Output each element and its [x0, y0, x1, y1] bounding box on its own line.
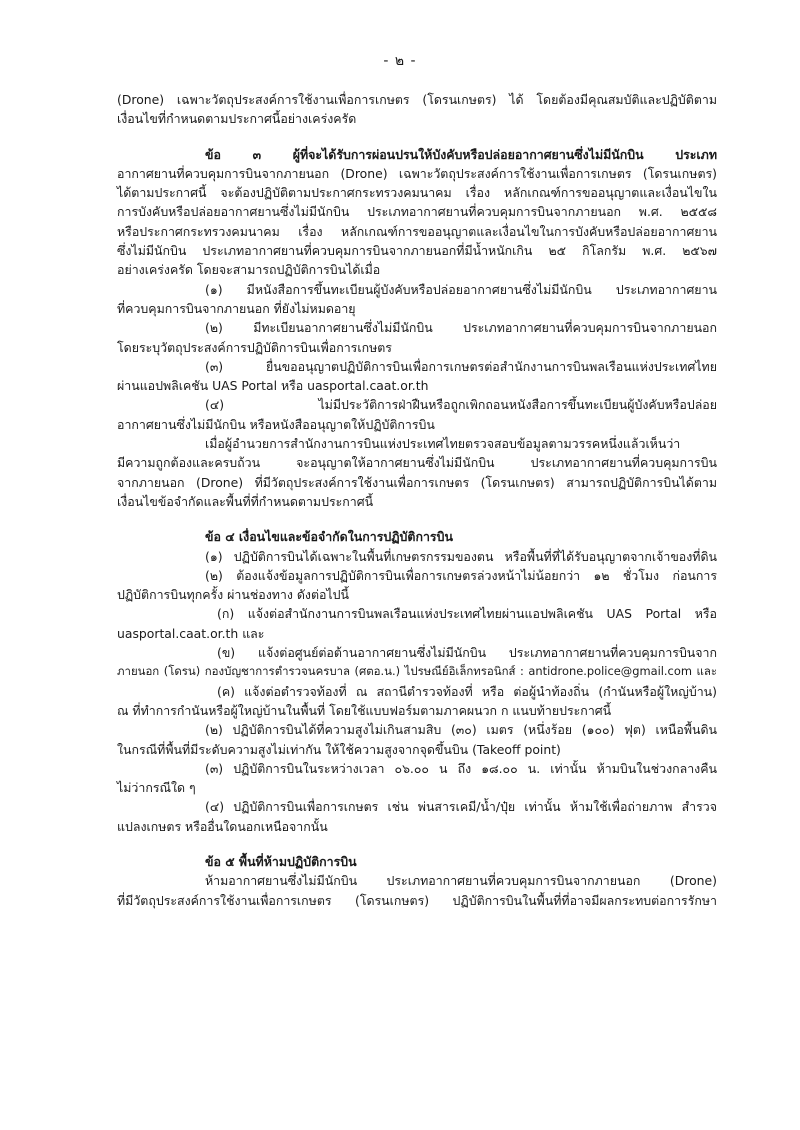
section-heading: ข้อ ๓ ผู้ที่จะได้รับการผ่อนปรนให้บังคับหรือปล่อยอากาศยานซึ่งไม่มีนักบิน ประเภท	[205, 146, 717, 162]
text-line: (๒) ต้องแจ้งข้อมูลการปฏิบัติการบินเพื่อการเกษตรล่วงหน้าไม่น้อยกว่า ๑๒ ชั่วโมง ก่อนการ	[205, 567, 717, 583]
text-line: (ข) แจ้งต่อศูนย์ต่อต้านอากาศยานซึ่งไม่มีนักบิน ประเภทอากาศยานที่ควบคุมการบินจาก	[217, 645, 717, 661]
text-line: ภายนอก (โดรน) กองบัญชาการตำรวจนครบาล (ศตอ.น.) ไปรษณีย์อิเล็กทรอนิกส์ : antidrone.police@gmail.com และ	[117, 664, 717, 679]
text-line: (๔) ปฏิบัติการบินเพื่อการเกษตร เช่น พ่นสารเคมี/น้ำ/ปุ๋ย เท่านั้น ห้ามใช้เพื่อถ่ายภาพ สำรวจ	[205, 799, 717, 815]
text-line: การบังคับหรือปล่อยอากาศยานซึ่งไม่มีนักบิน ประเภทอากาศยานที่ควบคุมการบินจากภายนอก พ.ศ. ๒๕๕๘	[117, 204, 717, 220]
text-line: (๑) มีหนังสือการขึ้นทะเบียนผู้บังคับหรือปล่อยอากาศยานซึ่งไม่มีนักบิน ประเภทอากาศยาน	[205, 281, 717, 297]
text-line: ซึ่งไม่มีนักบิน ประเภทอากาศยานที่ควบคุมการบินจากภายนอกที่มีน้ำหนักเกิน ๒๕ กิโลกรัม พ.ศ. ๒๕๖๗	[117, 243, 717, 259]
text-line: อย่างเคร่งครัด โดยจะสามารถปฏิบัติการบินได้เมื่อ	[117, 262, 381, 278]
text-line: เงื่อนไขข้อจำกัดและพื้นที่ที่กำหนดตามประกาศนี้	[117, 493, 374, 509]
text-line: (๓) ยื่นขออนุญาตปฏิบัติการบินเพื่อการเกษตรต่อสำนักงานการบินพลเรือนแห่งประเทศไทย	[205, 358, 717, 374]
paragraph-gap	[117, 836, 717, 852]
section-heading: ข้อ ๕ พื้นที่ห้ามปฏิบัติการบิน	[205, 853, 357, 869]
page-number: - ๒ -	[383, 53, 417, 69]
text-line: (๒) ปฏิบัติการบินได้ที่ความสูงไม่เกินสามสิบ (๓๐) เมตร (หนึ่งร้อย (๑๐๐) ฟุต) เหนือพื้นดิน	[205, 722, 717, 738]
text-line: ห้ามอากาศยานซึ่งไม่มีนักบิน ประเภทอากาศยานที่ควบคุมการบินจากภายนอก (Drone)	[205, 873, 717, 889]
text-line: ณ ที่ทำการกำนันหรือผู้ใหญ่บ้านในพื้นที่ โดยใช้แบบฟอร์มตามภาคผนวก ก แนบท้ายประกาศนี้	[117, 702, 612, 718]
text-line: จากภายนอก (Drone) ที่มีวัตถุประสงค์การใช้งานเพื่อการเกษตร (โดรนเกษตร) สามารถปฏิบัติการบินได้ตาม	[117, 474, 717, 490]
text-line: มีความถูกต้องและครบถ้วน จะอนุญาตให้อากาศยานซึ่งไม่มีนักบิน ประเภทอากาศยานที่ควบคุมการบิน	[117, 455, 717, 471]
text-line: เมื่อผู้อำนวยการสำนักงานการบินแห่งประเทศไทยตรวจสอบข้อมูลตามวรรคหนึ่งแล้วเห็นว่า	[205, 436, 681, 452]
text-line: (Drone) เฉพาะวัตถุประสงค์การใช้งานเพื่อการเกษตร (โดรนเกษตร) ได้ โดยต้องมีคุณสมบัติและปฏิบัติตาม	[117, 92, 717, 107]
text-line: อากาศยานซึ่งไม่มีนักบิน หรือหนังสืออนุญาตให้ปฏิบัติการบิน	[117, 416, 435, 432]
text-line: ได้ตามประกาศนี้ จะต้องปฏิบัติตามประกาศกระทรวงคมนาคม เรื่อง หลักเกณฑ์การขออนุญาตและเงื่อนไขใน	[117, 185, 717, 201]
text-line: ไม่ว่ากรณีใด ๆ	[117, 780, 196, 796]
paragraph-gap	[117, 129, 717, 145]
section-heading: ข้อ ๔ เงื่อนไขและข้อจำกัดในการปฏิบัติการบิน	[205, 529, 453, 545]
text-line: (ค) แจ้งต่อตำรวจท้องที่ ณ สถานีตำรวจท้องที่ หรือ ต่อผู้นำท้องถิ่น (กำนันหรือผู้ใหญ่บ้าน)	[217, 683, 717, 699]
document-body	[117, 90, 717, 910]
text-line: อากาศยานที่ควบคุมการบินจากภายนอก (Drone) เฉพาะวัตถุประสงค์การใช้งานเพื่อการเกษตร (โดรนเกษตร)	[117, 165, 717, 181]
text-line: โดยระบุวัตถุประสงค์การปฏิบัติการบินเพื่อการเกษตร	[117, 339, 392, 355]
text-line: uasportal.caat.or.th และ	[117, 625, 265, 641]
text-line: ที่ควบคุมการบินจากภายนอก ที่ยังไม่หมดอายุ	[117, 300, 356, 316]
text-line: เงื่อนไขที่กำหนดตามประกาศนี้อย่างเคร่งครัด	[117, 111, 357, 127]
text-line: (๔) ไม่มีประวัติการฝ่าฝืนหรือถูกเพิกถอนหนังสือการขึ้นทะเบียนผู้บังคับหรือปล่อย	[205, 397, 717, 413]
text-line: ปฏิบัติการบินทุกครั้ง ผ่านช่องทาง ดังต่อไปนี้	[117, 587, 350, 603]
text-line: ที่มีวัตถุประสงค์การใช้งานเพื่อการเกษตร (โดรนเกษตร) ปฏิบัติการบินในพื้นที่ที่อาจมีผลกระทบต่อการรักษา	[117, 892, 717, 908]
text-line: (๓) ปฏิบัติการบินในระหว่างเวลา ๐๖.๐๐ น ถึง ๑๘.๐๐ น. เท่านั้น ห้ามบินในช่วงกลางคืน	[205, 760, 717, 776]
text-line: หรือประกาศกระทรวงคมนาคม เรื่อง หลักเกณฑ์การขออนุญาตและเงื่อนไขในการบังคับหรือปล่อยอากาศยาน	[117, 223, 717, 239]
text-line: (๒) มีทะเบียนอากาศยานซึ่งไม่มีนักบิน ประเภทอากาศยานที่ควบคุมการบินจากภายนอก	[205, 320, 717, 336]
text-line: ผ่านแอปพลิเคชัน UAS Portal หรือ uasportal.caat.or.th	[117, 378, 429, 394]
text-line: (๑) ปฏิบัติการบินได้เฉพาะในพื้นที่เกษตรกรรมของตน หรือพื้นที่ที่ได้รับอนุญาตจากเจ้าของที่ดิน	[205, 548, 717, 564]
paragraph-gap	[117, 511, 717, 527]
text-line: (ก) แจ้งต่อสำนักงานการบินพลเรือนแห่งประเทศไทยผ่านแอปพลิเคชัน UAS Portal หรือ	[217, 606, 717, 622]
text-line: ในกรณีที่พื้นที่มีระดับความสูงไม่เท่ากัน ให้ใช้ความสูงจากจุดขึ้นบิน (Takeoff point)	[117, 741, 561, 757]
text-line: แปลงเกษตร หรืออื่นใดนอกเหนือจากนั้น	[117, 818, 328, 834]
